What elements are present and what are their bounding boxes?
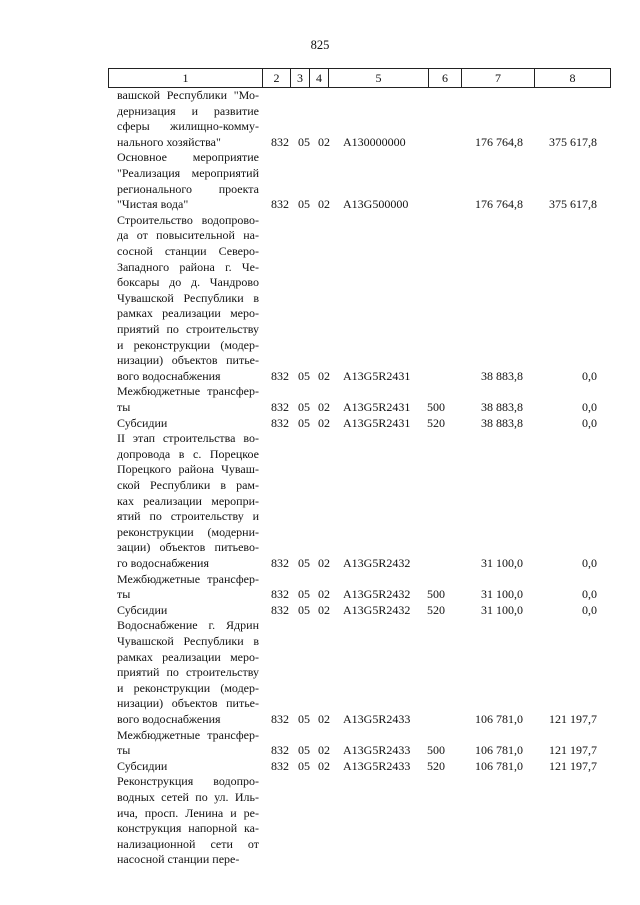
cell-c5: А13G5R2431 bbox=[343, 399, 411, 414]
col-header-8: 8 bbox=[535, 69, 611, 88]
description-line: вого водоснабжения bbox=[117, 368, 221, 383]
description-line: Порецкого района Чуваш- bbox=[117, 462, 259, 477]
cell-c5: А13G5R2433 bbox=[343, 711, 411, 726]
page-number: 825 bbox=[310, 38, 330, 52]
cell-c4: 02 bbox=[318, 602, 330, 617]
description-line: вого водоснабжения bbox=[117, 711, 221, 726]
cell-c3: 05 bbox=[298, 399, 310, 414]
cell-c4: 02 bbox=[318, 134, 330, 149]
cell-c4: 02 bbox=[318, 743, 330, 758]
description-line: сферы жилищно-комму- bbox=[117, 119, 259, 134]
cell-c3: 05 bbox=[298, 587, 310, 602]
cell-c4: 02 bbox=[318, 758, 330, 773]
row-description bbox=[117, 416, 259, 432]
cell-c3: 05 bbox=[298, 415, 310, 430]
row-description bbox=[117, 774, 259, 868]
cell-c4: 02 bbox=[318, 711, 330, 726]
cell-c8: 0,0 bbox=[582, 555, 597, 570]
description-line: дернизация и развитие bbox=[117, 103, 259, 118]
row-description bbox=[117, 150, 259, 212]
cell-c6: 500 bbox=[427, 587, 445, 602]
cell-c8: 0,0 bbox=[582, 368, 597, 383]
description-line: зации) объектов питьево- bbox=[117, 540, 259, 555]
cell-c8: 121 197,7 bbox=[549, 743, 597, 758]
description-line: вашской Республики "Мо- bbox=[117, 88, 259, 102]
cell-c7: 106 781,0 bbox=[475, 758, 523, 773]
cell-c2: 832 bbox=[271, 134, 289, 149]
cell-c2: 832 bbox=[271, 602, 289, 617]
cell-c5: А13G500000 bbox=[343, 197, 409, 212]
description-line: ты bbox=[117, 743, 131, 758]
cell-c2: 832 bbox=[271, 555, 289, 570]
row-description bbox=[117, 728, 259, 759]
description-line: Чувашской Республики в bbox=[117, 633, 259, 648]
description-line: приятий по строительству bbox=[117, 665, 259, 680]
description-line: Западного района г. Че- bbox=[117, 259, 259, 274]
description-line: Субсидии bbox=[117, 415, 168, 430]
cell-c5: А13G5R2431 bbox=[343, 368, 411, 383]
cell-c7: 31 100,0 bbox=[481, 587, 523, 602]
cell-c7: 106 781,0 bbox=[475, 743, 523, 758]
description-line: Реконструкция водопро- bbox=[117, 774, 259, 789]
cell-c2: 832 bbox=[271, 197, 289, 212]
cell-c7: 106 781,0 bbox=[475, 711, 523, 726]
cell-c5: А13G5R2432 bbox=[343, 602, 411, 617]
cell-c7: 38 883,8 bbox=[481, 368, 523, 383]
description-line: го водоснабжения bbox=[117, 555, 209, 570]
cell-c4: 02 bbox=[318, 197, 330, 212]
description-line: сосной станции Северо- bbox=[117, 243, 259, 258]
row-description bbox=[117, 213, 259, 385]
cell-c2: 832 bbox=[271, 587, 289, 602]
cell-c6: 520 bbox=[427, 415, 445, 430]
cell-c3: 05 bbox=[298, 368, 310, 383]
description-line: ты bbox=[117, 399, 131, 414]
cell-c3: 05 bbox=[298, 743, 310, 758]
cell-c4: 02 bbox=[318, 587, 330, 602]
description-line: приятий по строительству bbox=[117, 321, 259, 336]
cell-c6: 520 bbox=[427, 602, 445, 617]
cell-c3: 05 bbox=[298, 197, 310, 212]
description-line: и реконструкции (модер- bbox=[117, 680, 259, 695]
cell-c4: 02 bbox=[318, 399, 330, 414]
description-line: II этап строительства во- bbox=[117, 431, 259, 446]
cell-c2: 832 bbox=[271, 743, 289, 758]
cell-c8: 121 197,7 bbox=[549, 758, 597, 773]
cell-c3: 05 bbox=[298, 134, 310, 149]
description-line: Межбюджетные трансфер- bbox=[117, 384, 259, 399]
cell-c8: 0,0 bbox=[582, 587, 597, 602]
description-line: ятий по строительству и bbox=[117, 509, 259, 524]
cell-c7: 38 883,8 bbox=[481, 399, 523, 414]
description-line: ской Республики в рам- bbox=[117, 477, 259, 492]
row-description bbox=[117, 759, 259, 775]
cell-c3: 05 bbox=[298, 555, 310, 570]
cell-c8: 375 617,8 bbox=[549, 134, 597, 149]
description-line: Субсидии bbox=[117, 758, 168, 773]
row-description bbox=[117, 572, 259, 603]
column-header-row bbox=[108, 68, 611, 88]
cell-c6: 500 bbox=[427, 399, 445, 414]
cell-c3: 05 bbox=[298, 602, 310, 617]
cell-c2: 832 bbox=[271, 758, 289, 773]
cell-c3: 05 bbox=[298, 711, 310, 726]
cell-c4: 02 bbox=[318, 415, 330, 430]
cell-c4: 02 bbox=[318, 368, 330, 383]
description-line: низации) объектов питье- bbox=[117, 696, 259, 711]
description-line: нализационной сети от bbox=[117, 836, 259, 851]
cell-c6: 500 bbox=[427, 743, 445, 758]
description-line: ках реализации меропри- bbox=[117, 493, 259, 508]
description-line: низации) объектов питье- bbox=[117, 353, 259, 368]
cell-c7: 31 100,0 bbox=[481, 555, 523, 570]
description-line: и реконструкции (модер- bbox=[117, 337, 259, 352]
cell-c7: 176 764,8 bbox=[475, 134, 523, 149]
description-line: реконструкции (модерни- bbox=[117, 524, 259, 539]
col-header-3: 3 bbox=[291, 69, 310, 88]
cell-c6: 520 bbox=[427, 758, 445, 773]
description-line: ича, просп. Ленина и ре- bbox=[117, 805, 259, 820]
row-description bbox=[117, 384, 259, 415]
cell-c4: 02 bbox=[318, 555, 330, 570]
col-header-1: 1 bbox=[109, 69, 263, 88]
description-line: "Чистая вода" bbox=[117, 197, 189, 212]
description-line: нального хозяйства" bbox=[117, 134, 221, 149]
description-line: регионального проекта bbox=[117, 181, 259, 196]
row-description bbox=[117, 618, 259, 727]
description-line: ты bbox=[117, 587, 131, 602]
row-description bbox=[117, 431, 259, 571]
cell-c2: 832 bbox=[271, 399, 289, 414]
row-description bbox=[117, 88, 259, 150]
description-line: водных сетей по ул. Иль- bbox=[117, 789, 259, 804]
col-header-6: 6 bbox=[429, 69, 462, 88]
description-line: да от повысительной на- bbox=[117, 228, 259, 243]
description-line: Водоснабжение г. Ядрин bbox=[117, 618, 259, 633]
cell-c5: А13G5R2433 bbox=[343, 758, 411, 773]
description-line: Межбюджетные трансфер- bbox=[117, 571, 259, 586]
description-line: конструкция напорной ка- bbox=[117, 821, 259, 836]
col-header-4: 4 bbox=[310, 69, 329, 88]
cell-c7: 176 764,8 bbox=[475, 197, 523, 212]
cell-c5: А13G5R2432 bbox=[343, 555, 411, 570]
cell-c8: 0,0 bbox=[582, 602, 597, 617]
col-header-2: 2 bbox=[263, 69, 291, 88]
cell-c8: 0,0 bbox=[582, 399, 597, 414]
description-line: Основное мероприятие bbox=[117, 150, 259, 165]
col-header-5: 5 bbox=[329, 69, 429, 88]
description-line: Межбюджетные трансфер- bbox=[117, 727, 259, 742]
cell-c5: А13G5R2432 bbox=[343, 587, 411, 602]
row-description bbox=[117, 603, 259, 619]
description-line: насосной станции пере- bbox=[117, 852, 240, 867]
description-line: допровода в с. Порецкое bbox=[117, 446, 259, 461]
description-line: боксары до д. Чандрово bbox=[117, 275, 259, 290]
cell-c8: 121 197,7 bbox=[549, 711, 597, 726]
cell-c3: 05 bbox=[298, 758, 310, 773]
cell-c8: 0,0 bbox=[582, 415, 597, 430]
cell-c2: 832 bbox=[271, 711, 289, 726]
cell-c5: А130000000 bbox=[343, 134, 406, 149]
cell-c7: 31 100,0 bbox=[481, 602, 523, 617]
cell-c8: 375 617,8 bbox=[549, 197, 597, 212]
description-line: Чувашской Республики в bbox=[117, 290, 259, 305]
description-line: Субсидии bbox=[117, 602, 168, 617]
col-header-7: 7 bbox=[462, 69, 535, 88]
cell-c7: 38 883,8 bbox=[481, 415, 523, 430]
cell-c2: 832 bbox=[271, 368, 289, 383]
description-line: рамках реализации меро- bbox=[117, 306, 259, 321]
cell-c2: 832 bbox=[271, 415, 289, 430]
description-line: "Реализация мероприятий bbox=[117, 165, 259, 180]
cell-c5: А13G5R2433 bbox=[343, 743, 411, 758]
description-line: Строительство водопрово- bbox=[117, 212, 259, 227]
description-line: рамках реализации меро- bbox=[117, 649, 259, 664]
cell-c5: А13G5R2431 bbox=[343, 415, 411, 430]
